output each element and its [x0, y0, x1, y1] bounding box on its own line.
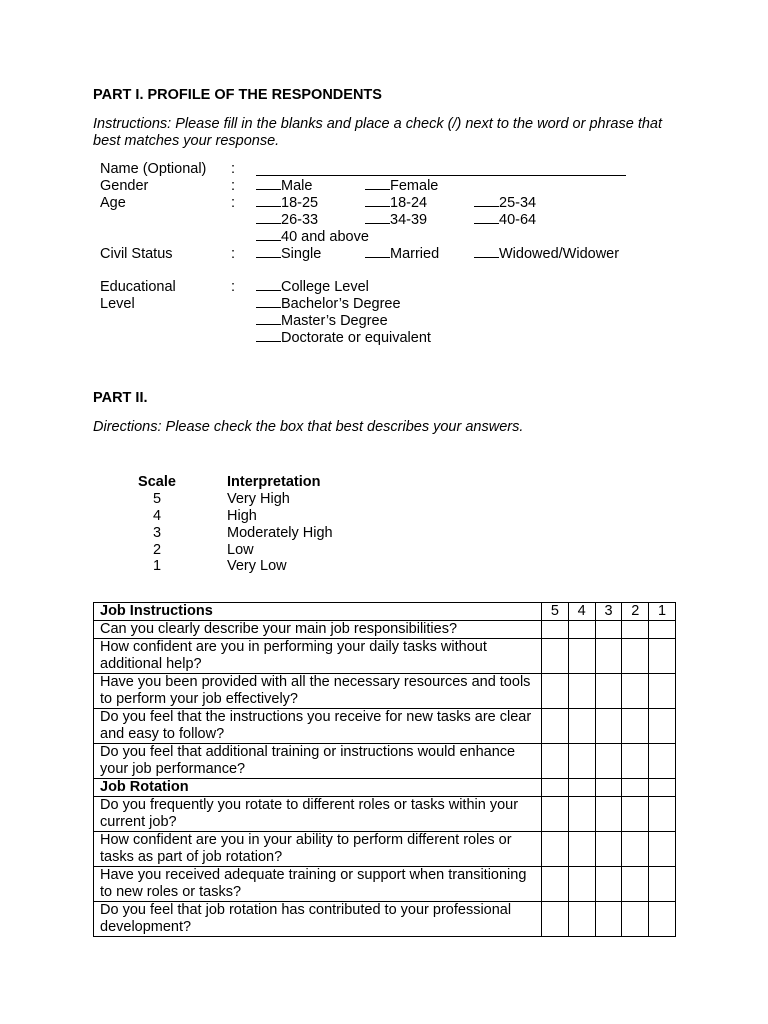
rating-checkbox[interactable]: [595, 867, 622, 902]
rating-checkbox[interactable]: [568, 709, 595, 744]
rating-checkbox[interactable]: [542, 797, 569, 832]
rating-checkbox[interactable]: [568, 902, 595, 937]
rating-checkbox[interactable]: [649, 902, 676, 937]
scale-value: 5: [152, 491, 162, 507]
empty-cell: [568, 779, 595, 797]
question-text: Can you clearly describe your main job responsibilities?: [94, 621, 542, 639]
scale-col-header: 4: [568, 603, 595, 621]
part1-title: PART I. PROFILE OF THE RESPONDENTS: [93, 87, 382, 103]
edu-option-master[interactable]: Master’s Degree: [256, 313, 388, 330]
civil-option-widowed[interactable]: Widowed/Widower: [474, 246, 619, 263]
rating-checkbox[interactable]: [649, 744, 676, 779]
rating-checkbox[interactable]: [542, 867, 569, 902]
name-input-line[interactable]: [256, 175, 626, 176]
empty-cell: [542, 779, 569, 797]
scale-header: Scale: [138, 474, 176, 490]
question-text: Have you received adequate training or support when transitioning to new roles or tasks?: [94, 867, 542, 902]
empty-cell: [595, 779, 622, 797]
rating-checkbox[interactable]: [649, 621, 676, 639]
scale-interpretation: Very Low: [227, 558, 287, 574]
table-row: [94, 744, 676, 779]
section-title-job-instructions: Job Instructions: [94, 603, 542, 621]
rating-checkbox[interactable]: [649, 797, 676, 832]
section-header-row: [94, 779, 676, 797]
education-label-line1: Educational: [100, 279, 176, 295]
part1-instructions: Instructions: Please fill in the blanks and place a check (/) next to the word or phrase that best matches your response.: [93, 116, 663, 149]
rating-checkbox[interactable]: [595, 744, 622, 779]
rating-checkbox[interactable]: [568, 621, 595, 639]
gender-option-male[interactable]: Male: [256, 178, 312, 195]
rating-checkbox[interactable]: [595, 832, 622, 867]
rating-checkbox[interactable]: [622, 797, 649, 832]
civil-option-married[interactable]: Married: [365, 246, 439, 263]
rating-checkbox[interactable]: [622, 674, 649, 709]
name-label: Name (Optional): [100, 161, 207, 177]
scale-col-header: 1: [649, 603, 676, 621]
rating-checkbox[interactable]: [568, 639, 595, 674]
section-header-row: [94, 603, 676, 621]
question-text: Do you feel that additional training or instructions would enhance your job performance?: [94, 744, 542, 779]
age-option-40-above[interactable]: 40 and above: [256, 229, 369, 246]
rating-checkbox[interactable]: [622, 621, 649, 639]
table-row: [94, 867, 676, 902]
civil-status-label: Civil Status: [100, 246, 173, 262]
age-option-25-34[interactable]: 25-34: [474, 195, 536, 212]
scale-interpretation: Moderately High: [227, 525, 333, 541]
rating-checkbox[interactable]: [649, 709, 676, 744]
gender-colon: :: [231, 178, 236, 194]
gender-label: Gender: [100, 178, 149, 194]
table-row: [94, 709, 676, 744]
rating-checkbox[interactable]: [542, 639, 569, 674]
question-text: How confident are you in performing your daily tasks without additional help?: [94, 639, 542, 674]
age-option-18-24[interactable]: 18-24: [365, 195, 427, 212]
rating-checkbox[interactable]: [649, 674, 676, 709]
age-colon: :: [231, 195, 236, 211]
rating-checkbox[interactable]: [568, 674, 595, 709]
rating-checkbox[interactable]: [595, 621, 622, 639]
table-row: [94, 902, 676, 937]
question-text: Do you frequently you rotate to different roles or tasks within your current job?: [94, 797, 542, 832]
table-row: [94, 832, 676, 867]
edu-option-bachelor[interactable]: Bachelor’s Degree: [256, 296, 401, 313]
table-row: [94, 621, 676, 639]
education-colon: :: [231, 279, 236, 295]
rating-checkbox[interactable]: [622, 744, 649, 779]
rating-checkbox[interactable]: [595, 709, 622, 744]
rating-checkbox[interactable]: [568, 797, 595, 832]
scale-col-header: 2: [622, 603, 649, 621]
rating-checkbox[interactable]: [595, 797, 622, 832]
education-label-line2: Level: [100, 296, 135, 312]
rating-checkbox[interactable]: [542, 902, 569, 937]
edu-option-doctorate[interactable]: Doctorate or equivalent: [256, 330, 431, 347]
question-text: How confident are you in your ability to perform different roles or tasks as part of job rotation?: [94, 832, 542, 867]
rating-checkbox[interactable]: [622, 902, 649, 937]
civil-option-single[interactable]: Single: [256, 246, 321, 263]
scale-value: 3: [152, 525, 162, 541]
part2-directions: Directions: Please check the box that best describes your answers.: [93, 419, 524, 435]
table-row: [94, 674, 676, 709]
rating-checkbox[interactable]: [595, 639, 622, 674]
empty-cell: [622, 779, 649, 797]
rating-checkbox[interactable]: [622, 832, 649, 867]
rating-checkbox[interactable]: [542, 709, 569, 744]
name-colon: :: [231, 161, 236, 177]
age-option-26-33[interactable]: 26-33: [256, 212, 318, 229]
age-label: Age: [100, 195, 126, 211]
table-row: [94, 797, 676, 832]
rating-checkbox[interactable]: [649, 832, 676, 867]
interpretation-header: Interpretation: [227, 474, 321, 490]
age-option-34-39[interactable]: 34-39: [365, 212, 427, 229]
survey-table: [93, 602, 676, 937]
rating-checkbox[interactable]: [568, 744, 595, 779]
scale-interpretation: Low: [227, 542, 254, 558]
part2-title: PART II.: [93, 390, 148, 406]
question-text: Do you feel that the instructions you receive for new tasks are clear and easy to follow?: [94, 709, 542, 744]
scale-value: 1: [152, 558, 162, 574]
rating-checkbox[interactable]: [595, 902, 622, 937]
question-text: Have you been provided with all the necessary resources and tools to perform your job effectively?: [94, 674, 542, 709]
rating-checkbox[interactable]: [542, 832, 569, 867]
scale-col-header: 5: [542, 603, 569, 621]
scale-value: 4: [152, 508, 162, 524]
rating-checkbox[interactable]: [542, 621, 569, 639]
question-text: Do you feel that job rotation has contributed to your professional development?: [94, 902, 542, 937]
scale-value: 2: [152, 542, 162, 558]
section-title-job-rotation: Job Rotation: [94, 779, 542, 797]
rating-checkbox[interactable]: [622, 709, 649, 744]
scale-interpretation: High: [227, 508, 257, 524]
rating-checkbox[interactable]: [622, 639, 649, 674]
age-option-40-64[interactable]: 40-64: [474, 212, 536, 229]
rating-checkbox[interactable]: [649, 639, 676, 674]
rating-checkbox[interactable]: [622, 867, 649, 902]
rating-checkbox[interactable]: [568, 867, 595, 902]
rating-checkbox[interactable]: [595, 674, 622, 709]
edu-option-college[interactable]: College Level: [256, 279, 369, 296]
age-option-18-25[interactable]: 18-25: [256, 195, 318, 212]
rating-checkbox[interactable]: [542, 674, 569, 709]
empty-cell: [649, 779, 676, 797]
scale-col-header: 3: [595, 603, 622, 621]
rating-checkbox[interactable]: [568, 832, 595, 867]
scale-interpretation: Very High: [227, 491, 290, 507]
civil-status-colon: :: [231, 246, 236, 262]
rating-checkbox[interactable]: [649, 867, 676, 902]
table-row: [94, 639, 676, 674]
gender-option-female[interactable]: Female: [365, 178, 438, 195]
rating-checkbox[interactable]: [542, 744, 569, 779]
